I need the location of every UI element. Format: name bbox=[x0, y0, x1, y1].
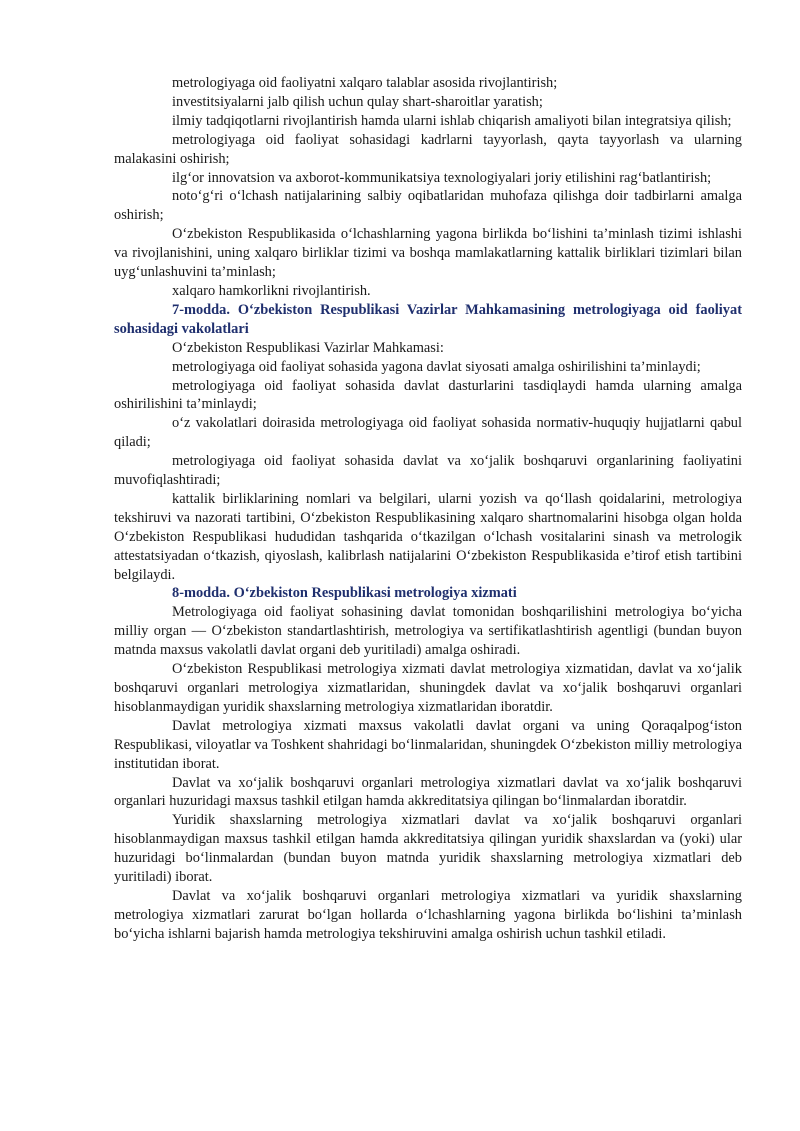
article-8-paragraph: Metrologiyaga oid faoliyat sohasining davlat tomonidan boshqarilishini metrologiya bo‘yicha milliy organ — O‘zbekiston standartlashtirish, metrologiya va sertifikatlashtirish agentligi (bundan buyon matnda maxsus vakolatli davlat organi deb yuritiladi) amalga oshiradi. bbox=[114, 604, 742, 659]
article-7-heading: 7-modda. O‘zbekiston Respublikasi Vazirlar Mahkamasining metrologiyaga oid faoliyat sohasidagi vakolatlari bbox=[114, 301, 742, 337]
document-page bbox=[114, 74, 742, 944]
article-8-heading: 8-modda. O‘zbekiston Respublikasi metrologiya xizmati bbox=[172, 585, 517, 602]
list-item: investitsiyalarni jalb qilish uchun qulay shart-sharoitlar yaratish; bbox=[172, 93, 543, 110]
list-item: metrologiyaga oid faoliyatni xalqaro talablar asosida rivojlantirish; bbox=[172, 75, 558, 91]
list-item: xalqaro hamkorlikni rivojlantirish. bbox=[172, 282, 371, 299]
article-8-paragraph: O‘zbekiston Respublikasi metrologiya xizmati davlat metrologiya xizmatidan, davlat va xo‘jalik boshqaruvi organlari metrologiya xizmatlaridan, shuningdek davlat va xo‘jalik boshqaruvi organlari hisoblanmaydigan yuridik shaxslarning metrologiya xizmatlaridan iboratdir. bbox=[114, 661, 742, 715]
article-7-paragraph: kattalik birliklarining nomlari va belgilari, ularni yozish va qo‘llash qoidalarini, metrologiya tekshiruvi va nazorati tartibini, O‘zbekiston Respublikasining xalqaro shartnomalarini hisobga olgan holda O‘zbekiston Respublikasi hududidan tashqarida o‘tkazilgan o‘lchash vositalarini sinash va metrologik attestatsiyadan o‘tkazish, qiyoslash, kalibrlash natijalarini O‘zbekiston Respublikasida e’tirof etish tartibini belgilaydi. bbox=[114, 490, 742, 583]
article-7-paragraph: metrologiyaga oid faoliyat sohasida yagona davlat siyosati amalga oshirilishini ta’minlaydi; bbox=[172, 358, 701, 375]
list-item: O‘zbekiston Respublikasida o‘lchashlarning yagona birlikda bo‘lishini ta’minlash tizimi ishlashi va rivojlanishini, uning xalqaro birliklar tizimi va boshqa mamlakatlarning kattalik birliklari tizimlari bilan uyg‘unlashuvini ta’minlash; bbox=[114, 226, 742, 281]
article-8-paragraph: Yuridik shaxslarning metrologiya xizmatlari davlat va xo‘jalik boshqaruvi organlari hisoblanmaydigan maxsus tashkil etilgan hamda akkreditatsiya qilingan yuridik shaxslardan va (yoki) ular huzuridagi bo‘linmalardan (bundan buyon matnda yuridik shaxslarning metrologiya xizmatlari deb yuritiladi) iborat. bbox=[114, 812, 742, 886]
article-8-paragraph: Davlat va xo‘jalik boshqaruvi organlari metrologiya xizmatlari va yuridik shaxslarning metrologiya xizmatlari zarurat bo‘lgan hollarda o‘lchashlarning yagona birlikda bo‘lishini ta’minlash bo‘yicha ishlarni bajarish hamda metrologiya tekshiruvini amalga oshirish uchun tashkil etiladi. bbox=[114, 887, 742, 942]
list-item: ilmiy tadqiqotlarni rivojlantirish hamda ularni ishlab chiqarish amaliyoti bilan integratsiya qilish; bbox=[172, 112, 732, 129]
article-8-paragraph: Davlat va xo‘jalik boshqaruvi organlari metrologiya xizmatlari davlat va xo‘jalik boshqaruvi organlari huzuridagi maxsus tashkil etilgan hamda akkreditatsiya qilingan bo‘linmalardan iboratdir. bbox=[114, 774, 742, 810]
article-7-paragraph: metrologiyaga oid faoliyat sohasida davlat dasturlarini tasdiqlaydi hamda ularning amalga oshirilishini ta’minlaydi; bbox=[114, 377, 742, 413]
article-7-paragraph: metrologiyaga oid faoliyat sohasida davlat va xo‘jalik boshqaruvi organlarining faoliyatini muvofiqlashtiradi; bbox=[114, 453, 742, 489]
list-item: metrologiyaga oid faoliyat sohasidagi kadrlarni tayyorlash, qayta tayyorlash va ularning malakasini oshirish; bbox=[114, 131, 742, 167]
list-item: ilg‘or innovatsion va axborot-kommunikatsiya texnologiyalari joriy etilishini rag‘batlantirish; bbox=[172, 169, 712, 186]
list-item: noto‘g‘ri o‘lchash natijalarining salbiy oqibatlaridan muhofaza qilishga doir tadbirlarni amalga oshirish; bbox=[114, 188, 742, 224]
article-8-paragraph: Davlat metrologiya xizmati maxsus vakolatli davlat organi va uning Qoraqalpog‘iston Respublikasi, viloyatlar va Toshkent shahridagi bo‘linmalaridan, shuningdek O‘zbekiston milliy metrologiya institutidan iborat. bbox=[114, 717, 742, 772]
article-7-paragraph: o‘z vakolatlari doirasida metrologiyaga oid faoliyat sohasida normativ-huquqiy hujjatlarni qabul qiladi; bbox=[114, 415, 742, 451]
article-7-paragraph: O‘zbekiston Respublikasi Vazirlar Mahkamasi: bbox=[172, 339, 444, 356]
